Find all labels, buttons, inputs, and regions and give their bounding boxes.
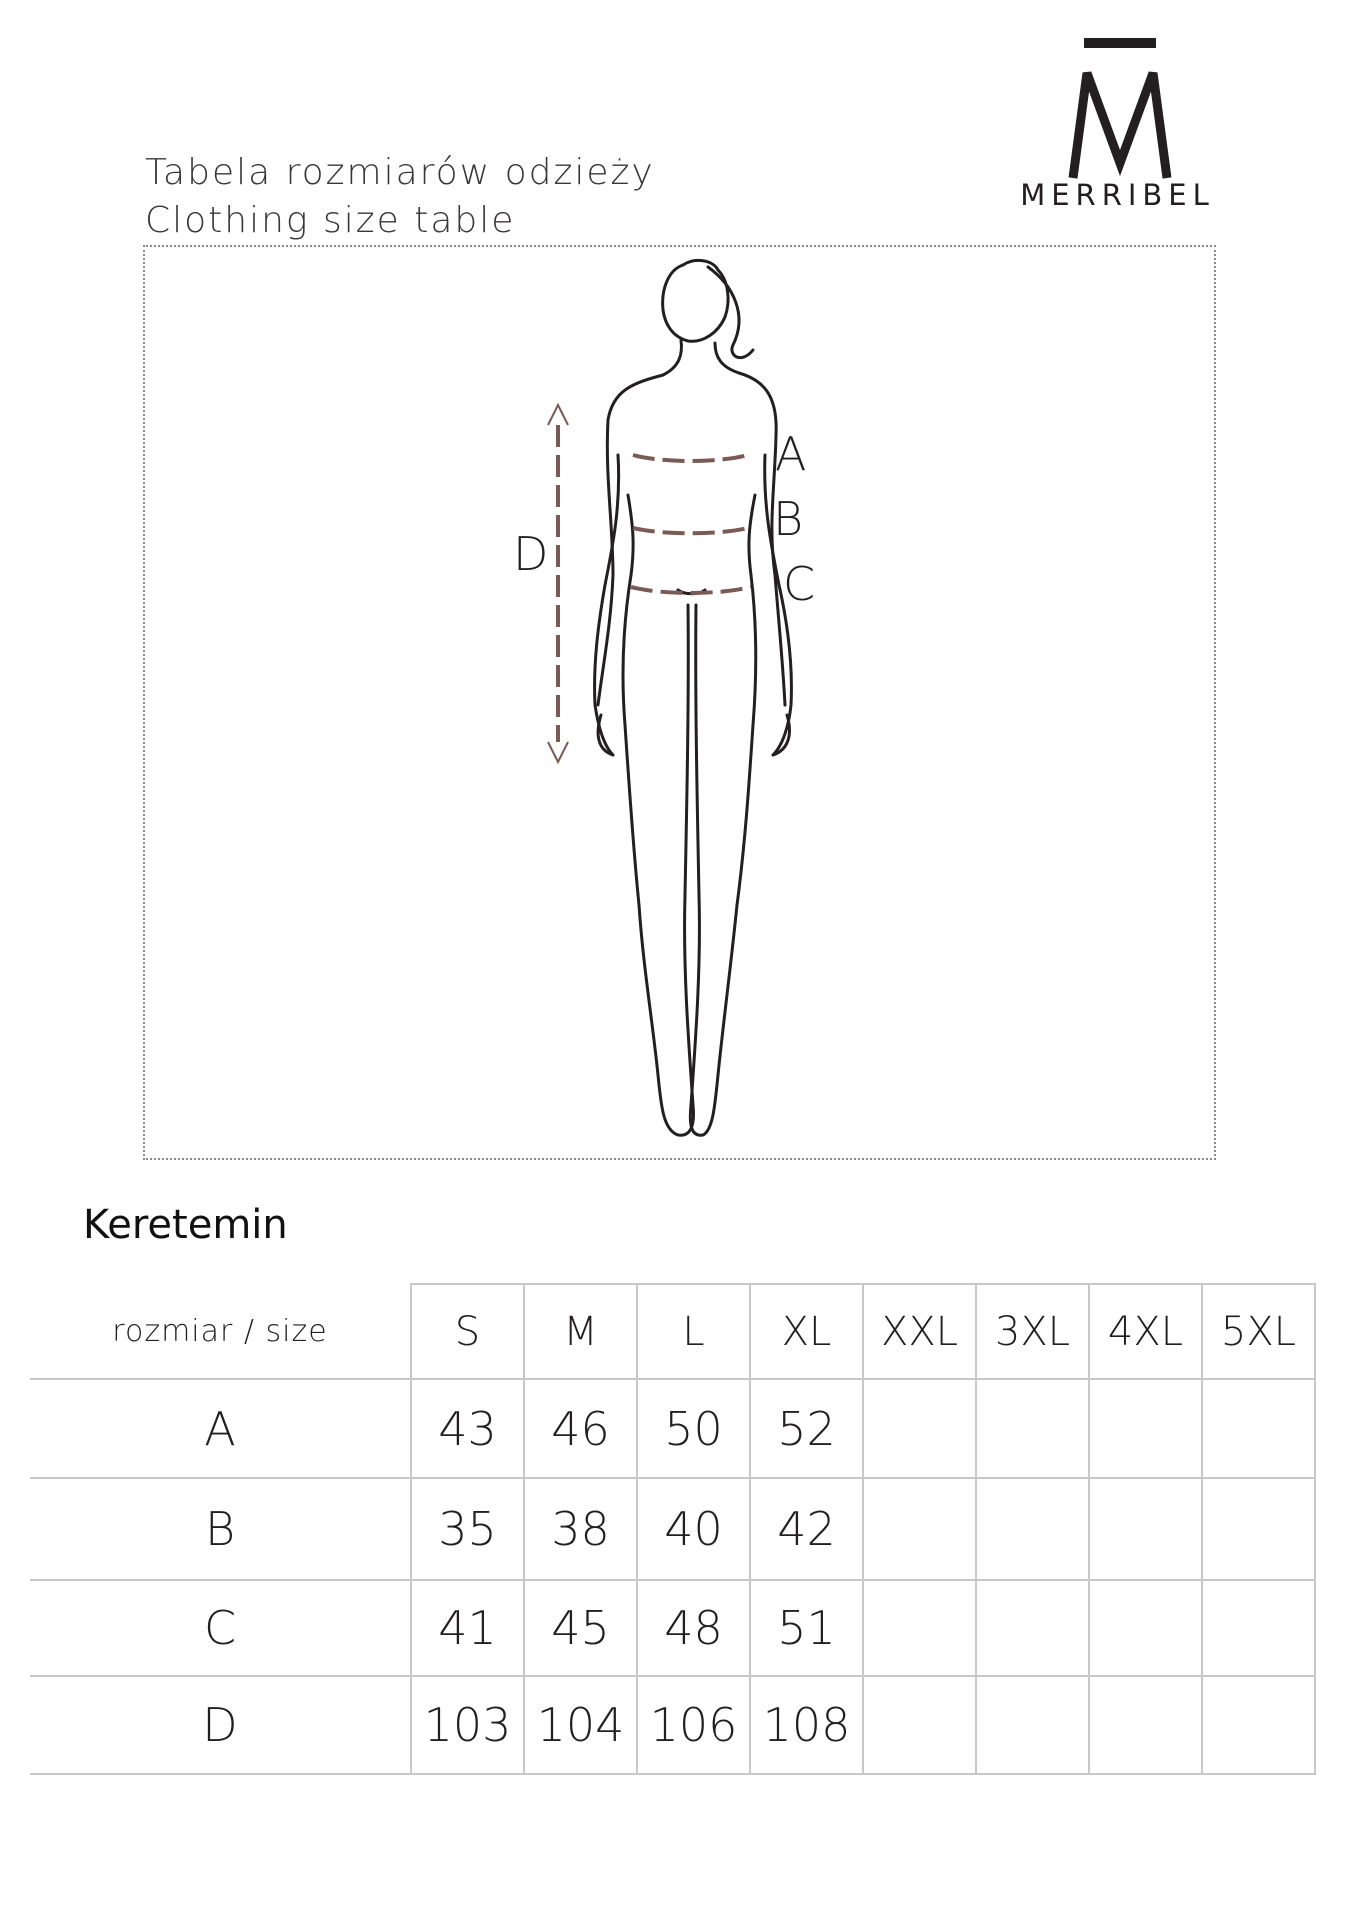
table-header-row (30, 1284, 1315, 1379)
label-d: D (513, 527, 549, 581)
measure-line-a (633, 455, 748, 461)
table-cell (1202, 1478, 1315, 1580)
table-cell (863, 1478, 976, 1580)
arrow-down-icon (548, 742, 568, 762)
table-cell: 35 (411, 1478, 524, 1580)
size-table (30, 1283, 1316, 1775)
table-cell: 45 (524, 1580, 637, 1676)
table-cell (1089, 1379, 1202, 1478)
label-a: A (775, 427, 807, 481)
logo-m-mark (1065, 68, 1175, 183)
table-cell (863, 1580, 976, 1676)
table-cell (1089, 1580, 1202, 1676)
table-cell (1202, 1676, 1315, 1774)
table-cell (863, 1379, 976, 1478)
model-name: Keretemin (83, 1202, 288, 1248)
table-cell (1089, 1676, 1202, 1774)
size-header: 5XL (1202, 1284, 1315, 1379)
table-cell: 42 (750, 1478, 863, 1580)
measurement-lines (558, 425, 751, 742)
table-cell: 51 (750, 1580, 863, 1676)
table-cell: 43 (411, 1379, 524, 1478)
row-label: B (30, 1478, 411, 1580)
table-cell: 38 (524, 1478, 637, 1580)
table-cell: 103 (411, 1676, 524, 1774)
size-header: 4XL (1089, 1284, 1202, 1379)
table-row (30, 1580, 1315, 1676)
row-label: C (30, 1580, 411, 1676)
table-cell (976, 1580, 1089, 1676)
size-header: XXL (863, 1284, 976, 1379)
size-header: S (411, 1284, 524, 1379)
table-row (30, 1676, 1315, 1774)
table-cell (863, 1676, 976, 1774)
table-label-header: rozmiar / size (30, 1284, 411, 1379)
title-english: Clothing size table (145, 200, 516, 241)
table-cell (1202, 1580, 1315, 1676)
table-row (30, 1379, 1315, 1478)
table-cell: 40 (637, 1478, 750, 1580)
title-polish: Tabela rozmiarów odzieży (145, 152, 655, 193)
row-label: A (30, 1379, 411, 1478)
table-cell (976, 1478, 1089, 1580)
body-measurement-figure (143, 245, 1216, 1160)
table-cell: 52 (750, 1379, 863, 1478)
table-cell (1202, 1379, 1315, 1478)
table-cell: 50 (637, 1379, 750, 1478)
logo-macron (1084, 38, 1156, 48)
table-cell (976, 1379, 1089, 1478)
table-cell (1089, 1478, 1202, 1580)
measure-line-c (631, 587, 751, 593)
size-header: XL (750, 1284, 863, 1379)
table-cell: 104 (524, 1676, 637, 1774)
row-label: D (30, 1676, 411, 1774)
table-cell: 106 (637, 1676, 750, 1774)
label-b: B (773, 492, 804, 546)
table-cell: 41 (411, 1580, 524, 1676)
arrow-up-icon (548, 405, 568, 425)
measure-line-b (633, 528, 748, 533)
table-row (30, 1478, 1315, 1580)
label-c: C (783, 557, 816, 611)
table-cell: 108 (750, 1676, 863, 1774)
body-outline (595, 260, 792, 1135)
brand-name: MERRIBEL (1020, 178, 1215, 212)
brand-logo (1010, 38, 1225, 228)
size-header: 3XL (976, 1284, 1089, 1379)
table-cell (976, 1676, 1089, 1774)
table-cell: 46 (524, 1379, 637, 1478)
size-header: L (637, 1284, 750, 1379)
table-cell: 48 (637, 1580, 750, 1676)
size-header: M (524, 1284, 637, 1379)
